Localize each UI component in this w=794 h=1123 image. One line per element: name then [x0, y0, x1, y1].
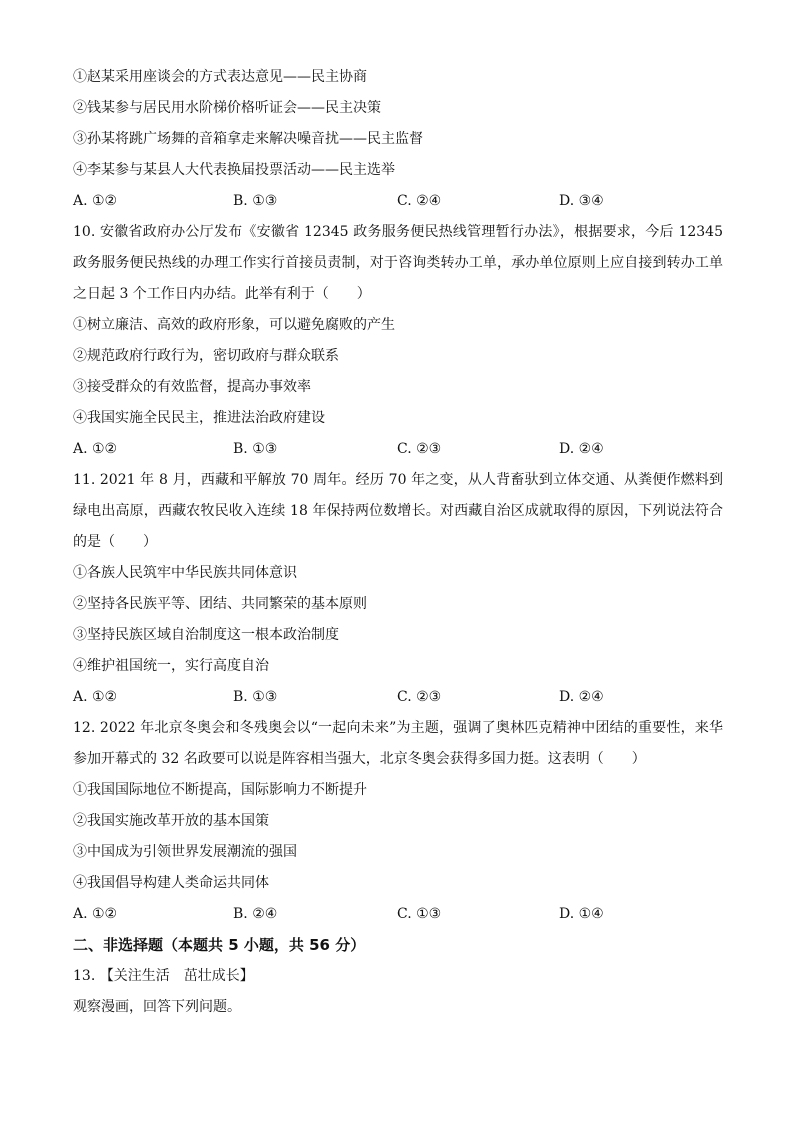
q10-options — [73, 434, 723, 465]
question-10 — [73, 217, 723, 465]
q13-title: 13. 【关注生活 茁壮成长】 — [73, 968, 254, 984]
question-12 — [73, 713, 723, 930]
q9-options — [73, 186, 723, 217]
q12-option-c: C. ①③ — [397, 906, 442, 922]
q12-option-d: D. ①④ — [559, 906, 604, 922]
q10-option-a: A. ①② — [73, 441, 118, 457]
q11-item-1: ①各族人民筑牢中华民族共同体意识 — [73, 565, 297, 581]
q12-item-4: ④我国倡导构建人类命运共同体 — [73, 875, 269, 891]
q11-item-4: ④维护祖国统一，实行高度自治 — [73, 658, 269, 674]
q10-item-4: ④我国实施全民民主，推进法治政府建设 — [73, 410, 325, 426]
q12-option-a: A. ①② — [73, 906, 118, 922]
q9-option-c: C. ②④ — [397, 193, 442, 209]
q11-option-b: B. ①③ — [233, 689, 278, 705]
q9-option-a: A. ①② — [73, 193, 118, 209]
q10-item-2: ②规范政府行政行为，密切政府与群众联系 — [73, 348, 339, 364]
q9-item-2: ②钱某参与居民用水阶梯价格听证会——民主决策 — [73, 100, 381, 116]
q10-stem: 10. 安徽省政府办公厅发布《安徽省 12345 政务服务便民热线管理暂行办法》，根据要求，今后 12345 政务服务便民热线的办理工作实行首接员责制，对于咨询类转办工单，承办单位原则上应自接到转办工单之日起 3 个工作日内办结。此举有利于（ ） — [73, 224, 723, 302]
q11-item-3: ③坚持民族区域自治制度这一根本政治制度 — [73, 627, 339, 643]
q10-option-d: D. ②④ — [559, 441, 604, 457]
q10-option-b: B. ①③ — [233, 441, 278, 457]
exam-page — [73, 62, 723, 1023]
q12-item-2: ②我国实施改革开放的基本国策 — [73, 813, 269, 829]
q9-option-d: D. ③④ — [559, 193, 604, 209]
q10-item-1: ①树立廉洁、高效的政府形象，可以避免腐败的产生 — [73, 317, 395, 333]
q12-options — [73, 899, 723, 930]
question-11 — [73, 465, 723, 713]
q13-instruction: 观察漫画，回答下列问题。 — [73, 999, 241, 1015]
q12-item-1: ①我国国际地位不断提高，国际影响力不断提升 — [73, 782, 367, 798]
q12-item-3: ③中国成为引领世界发展潮流的强国 — [73, 844, 297, 860]
q9-item-3: ③孙某将跳广场舞的音箱拿走来解决噪音扰——民主监督 — [73, 131, 423, 147]
q9-option-b: B. ①③ — [233, 193, 278, 209]
q11-options — [73, 682, 723, 713]
question-9 — [73, 62, 723, 217]
q10-item-3: ③接受群众的有效监督，提高办事效率 — [73, 379, 311, 395]
q12-stem: 12. 2022 年北京冬奥会和冬残奥会以“一起向未来”为主题，强调了奥林匹克精神中团结的重要性，来华参加开幕式的 32 名政要可以说是阵容相当强大，北京冬奥会获得多国力挺。这表明（ ） — [73, 720, 723, 767]
q9-item-4: ④李某参与某县人大代表换届投票活动——民主选举 — [73, 162, 395, 178]
q11-option-a: A. ①② — [73, 689, 118, 705]
q12-option-b: B. ②④ — [233, 906, 278, 922]
q9-item-1: ①赵某采用座谈会的方式表达意见——民主协商 — [73, 69, 367, 85]
q11-option-c: C. ②③ — [397, 689, 442, 705]
q10-option-c: C. ②③ — [397, 441, 442, 457]
question-13 — [73, 961, 723, 1023]
section-2-heading: 二、非选择题（本题共 5 小题，共 56 分） — [73, 936, 366, 954]
q11-stem: 11. 2021 年 8 月，西藏和平解放 70 周年。经历 70 年之变，从人背畜驮到立体交通、从粪便作燃料到绿电出高原，西藏农牧民收入连续 18 年保持两位数增长。对西藏自治区成就取得的原因，下列说法符合的是（ ） — [73, 472, 723, 550]
q11-item-2: ②坚持各民族平等、团结、共同繁荣的基本原则 — [73, 596, 367, 612]
q11-option-d: D. ②④ — [559, 689, 604, 705]
